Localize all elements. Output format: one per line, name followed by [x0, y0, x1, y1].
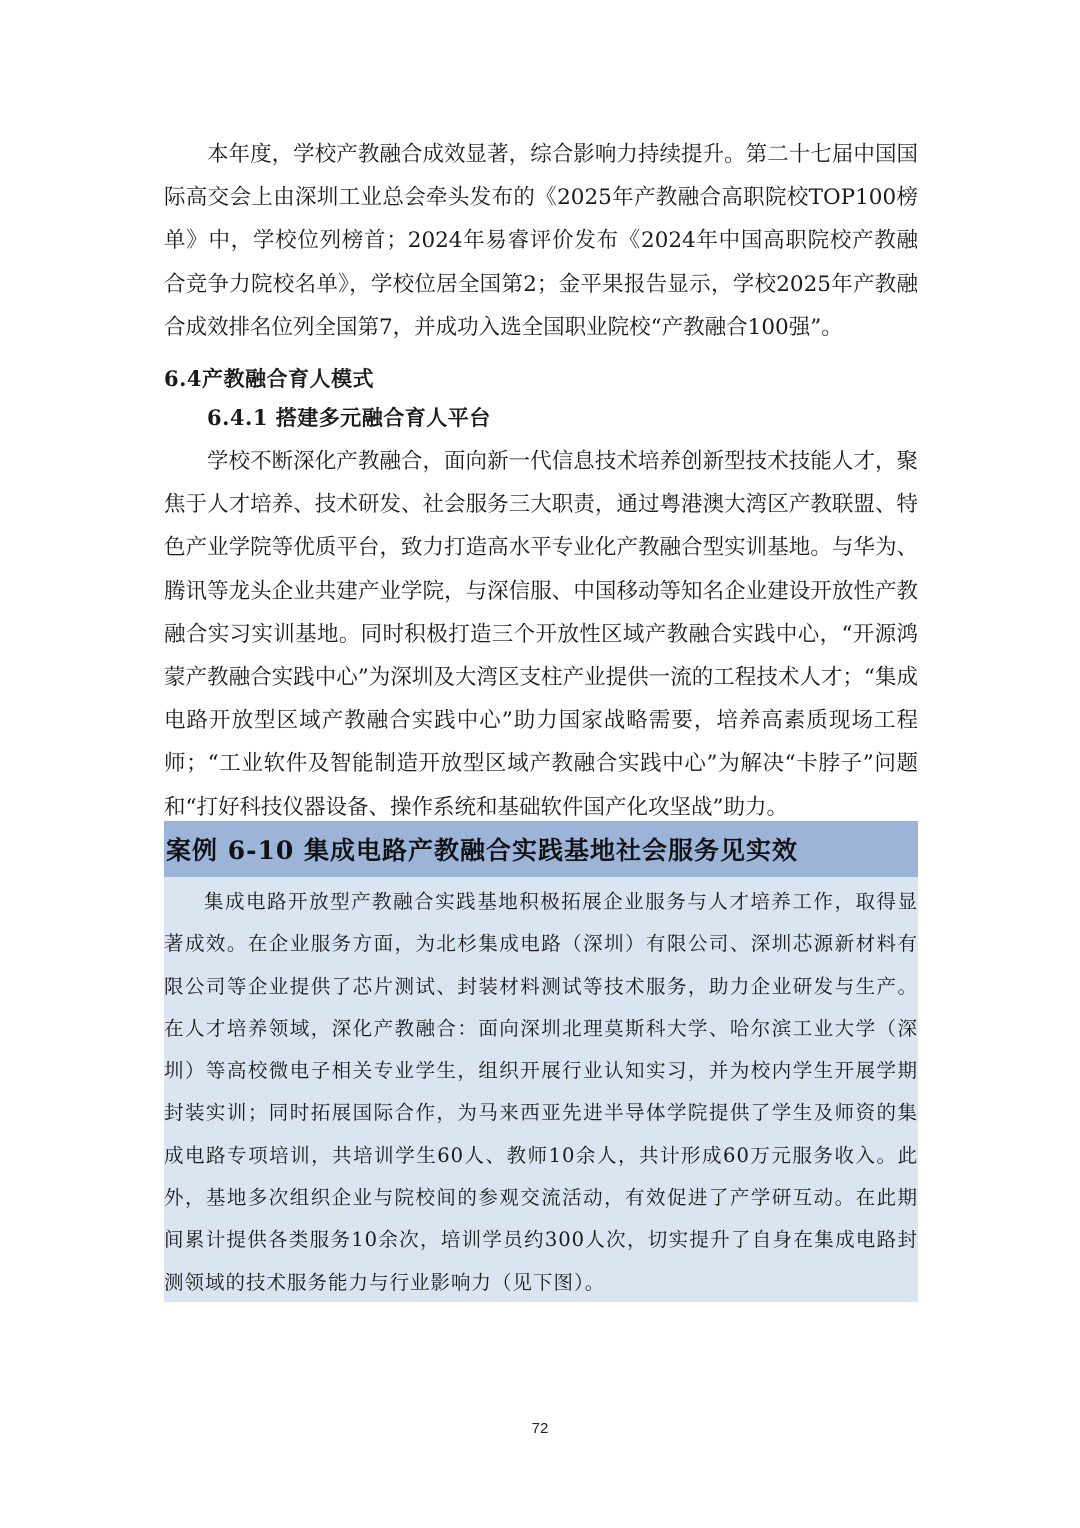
- case-title-bar: [164, 821, 918, 877]
- case-body: 集成电路开放型产教融合实践基地积极拓展企业服务与人才培养工作，取得显著成效。在企业服务方面，为北杉集成电路（深圳）有限公司、深圳芯源新材料有限公司等企业提供了芯片测试、封装材料测试等技术服务，助力企业研发与生产。在人才培养领域，深化产教融合：面向深圳北理莫斯科大学、哈尔滨工业大学（深圳）等高校微电子相关专业学生，组织开展行业认知实习，并为校内学生开展学期封装实训；同时拓展国际合作，为马来西亚先进半导体学院提供了学生及师资的集成电路专项培训，共培训学生60人、教师10余人，共计形成60万元服务收入。此外，基地多次组织企业与院校间的参观交流活动，有效促进了产学研互动。在此期间累计提供各类服务10余次，培训学员约300人次，切实提升了自身在集成电路封测领域的技术服务能力与行业影响力（见下图）。: [164, 890, 918, 1294]
- subsection-heading: 6.4.1 搭建多元融合育人平台: [207, 405, 491, 430]
- case-box: [164, 821, 918, 1302]
- body-paragraph: 学校不断深化产教融合，面向新一代信息技术培养创新型技术技能人才，聚焦于人才培养、技术研发、社会服务三大职责，通过粤港澳大湾区产教联盟、特色产业学院等优质平台，致力打造高水平专业化产教融合型实训基地。与华为、腾讯等龙头企业共建产业学院，与深信服、中国移动等知名企业建设开放性产教融合实习实训基地。同时积极打造三个开放性区域产教融合实践中心，“开源鸿蒙产教融合实践中心”为深圳及大湾区支柱产业提供一流的工程技术人才；“集成电路开放型区域产教融合实践中心”助力国家战略需要，培养高素质现场工程师；“工业软件及智能制造开放型区域产教融合实践中心”为解决“卡脖子”问题和“打好科技仪器设备、操作系统和基础软件国产化攻坚战”助力。: [164, 449, 918, 820]
- page-number: 72: [531, 1420, 549, 1437]
- intro-paragraph: 本年度，学校产教融合成效显著，综合影响力持续提升。第二十七届中国国际高交会上由深圳工业总会牵头发布的《2025年产教融合高职院校TOP100榜单》中，学校位列榜首；2024年易睿评价发布《2024年中国高职院校产教融合竞争力院校名单》，学校位居全国第2；金平果报告显示，学校2025年产教融合成效排名位列全国第7，并成功入选全国职业院校“产教融合100强”。: [164, 142, 918, 340]
- case-title: 案例 6-10 集成电路产教融合实践基地社会服务见实效: [166, 836, 798, 865]
- section-heading: 6.4产教融合育人模式: [164, 366, 375, 391]
